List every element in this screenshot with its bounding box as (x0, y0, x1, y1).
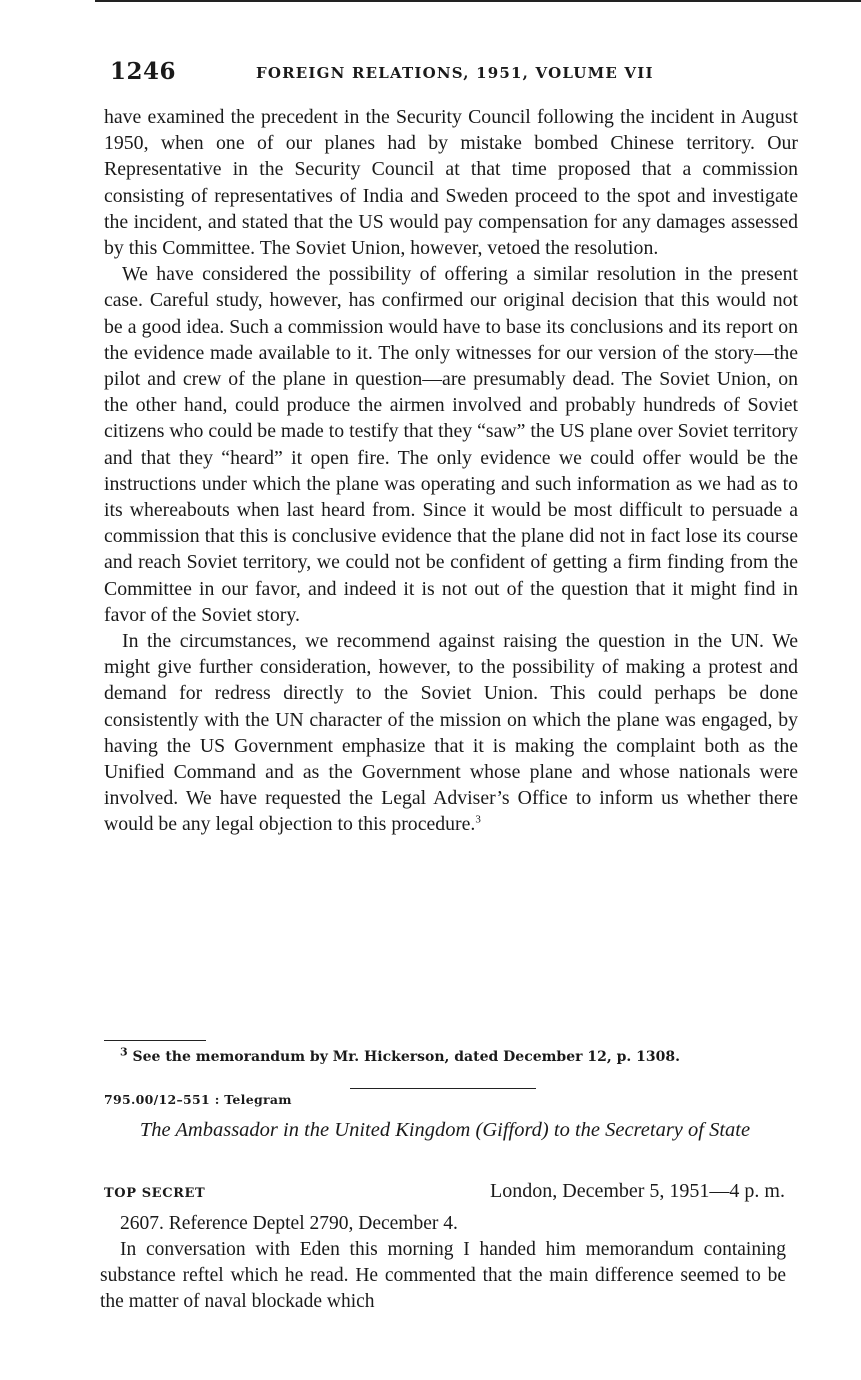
telegram-paragraph: In conversation with Eden this morning I handed him memorandum containing substance reftel which he read. He commented that the main difference seemed to be the matter of naval blockade which (100, 1239, 786, 1312)
classification-label: TOP SECRET (104, 1186, 206, 1201)
place-date-line: London, December 5, 1951—4 p. m. (490, 1180, 785, 1202)
telegram-reference: 2607. Reference Deptel 2790, December 4. (120, 1213, 458, 1234)
paragraph-precedent (104, 104, 798, 261)
paragraph-text: have examined the precedent in the Security Council following the incident in August 1950, when one of our planes had by mistake bombed Chinese territory. Our Representative in the Security Council at that time proposed that a commission consisting of representatives of India and Sweden proceed to the spot and investigate the incident, and stated that the US would pay compensation for any damages assessed by this Committee. The Soviet Union, however, vetoed the resolution. (104, 106, 798, 260)
footnote-divider (104, 1040, 206, 1041)
footnote-marker: 3 (120, 1045, 128, 1059)
document-title: The Ambassador in the United Kingdom (Gifford) to the Secretary of State (139, 1119, 751, 1141)
page-header (110, 58, 810, 88)
paragraph-resolution (104, 261, 798, 628)
main-text (104, 104, 798, 838)
telegram-text (100, 1211, 786, 1315)
paragraph-recommendation (104, 628, 798, 838)
running-head: FOREIGN RELATIONS, 1951, VOLUME VII (256, 64, 654, 82)
page-edge-line (95, 0, 861, 2)
document-id: 795.00/12–551 : Telegram (104, 1092, 292, 1107)
page-number: 1246 (110, 58, 177, 85)
footnote-reference: 3 (475, 813, 481, 826)
footnote (120, 1047, 800, 1067)
paragraph-text: In the circumstances, we recommend against raising the question in the UN. We might give further consideration, however, to the possibility of making a protest and demand for redress directly to the Soviet Union. This could perhaps be done consistently with the UN character of the mission on which the plane was engaged, by having the US Government emphasize that it is making the complaint both as the Unified Command and as the Government whose plane and whose nationals were involved. We have requested the Legal Adviser’s Office to inform us whether there would be any legal objection to this procedure. (104, 630, 798, 836)
footnote-text: See the memorandum by Mr. Hickerson, dated December 12, p. 1308. (132, 1049, 680, 1065)
paragraph-text: We have considered the possibility of offering a similar resolution in the present case. Careful study, however, has confirmed our original decision that this would not be a good idea. Such a commission would have to base its conclusions and its report on the evidence made available to it. The only witnesses for our version of the story—the pilot and crew of the plane in question—are presumably dead. The Soviet Union, on the other hand, could produce the airmen involved and probably hundreds of Soviet citizens who could be made to testify that they “saw” the US plane over Soviet territory and that they “heard” it open fire. The only evidence we could offer would be the instructions under which the plane was operating and such information as we had as to its whereabouts when last heard from. Since it would be most difficult to persuade a commission that this is conclusive evidence that the plane did not in fact lose its course and reach Soviet territory, we could not be confident of getting a firm finding from the Committee in our favor, and indeed it is not out of the question that it might find in favor of the Soviet story. (104, 263, 798, 626)
section-divider (350, 1088, 536, 1089)
